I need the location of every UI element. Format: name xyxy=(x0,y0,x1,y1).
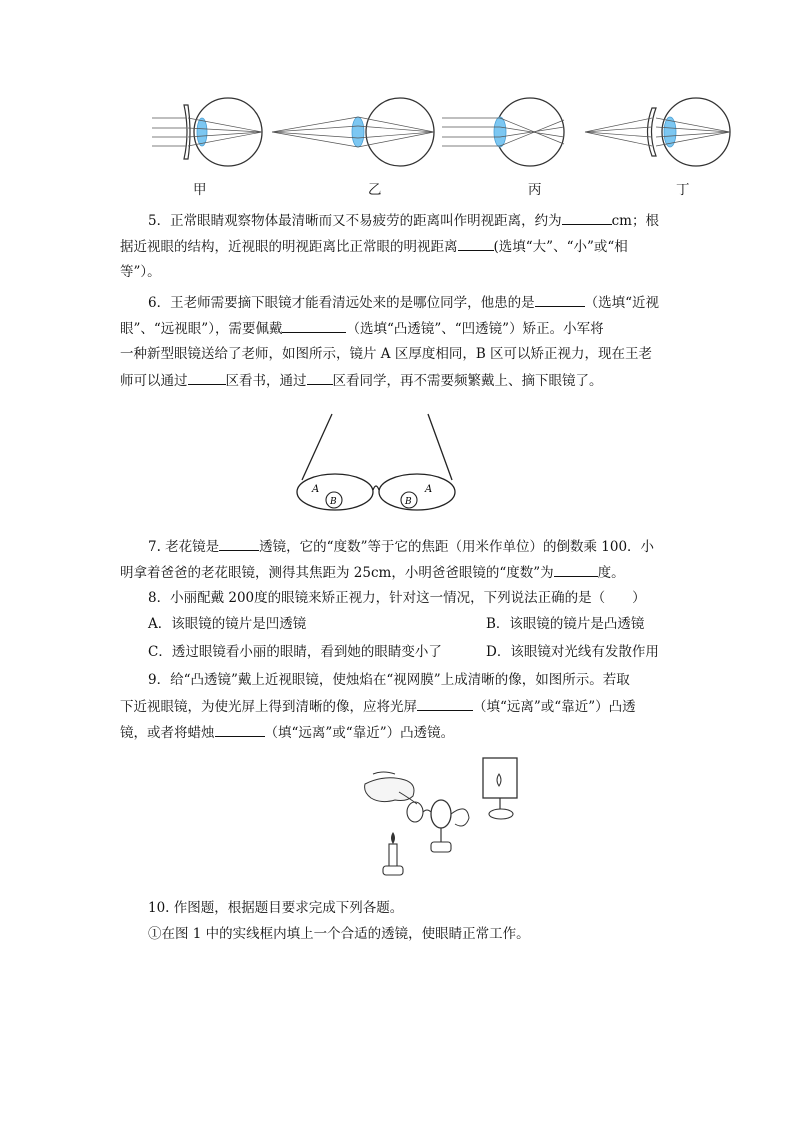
q6-blank-3[interactable] xyxy=(188,370,226,385)
q10-line-2: ①在图 1 中的实线框内填上一个合适的透镜，使眼睛正常工作。 xyxy=(148,926,530,942)
q6-line-4: 师可以通过 区看书，通过 区看同学，再不需要频繁戴上、摘下眼镜了。 xyxy=(120,370,680,391)
q7-line-2: 明拿着爸爸的老花眼镜，测得其焦距为 25cm，小明爸爸眼镜的“度数”为 度。 xyxy=(120,562,680,583)
q9-line-3: 镜，或者将蜡烛 （填“远离”或“靠近”）凸透镜。 xyxy=(120,722,680,743)
figure-label-ding: 丁 xyxy=(676,182,690,198)
q6-blank-1[interactable] xyxy=(535,292,585,307)
q9-line-2: 下近视眼镜，为使光屏上得到清晰的像，应将光屏 （填“远离”或“靠近”）凸透 xyxy=(120,696,680,717)
q6-line-2: 眼”、“远视眼”），需要佩戴 （选填“凸透镜”、“凹透镜”）矫正。小军将 xyxy=(120,318,680,339)
glasses-label-b-left: B xyxy=(330,497,337,507)
q6-line-1: 6．王老师需要摘下眼镜才能看清远处来的是哪位同学，他患的是 （选填“近视 xyxy=(148,292,708,313)
q5-line-1: 5．正常眼睛观察物体最清晰而又不易疲劳的距离叫作明视距离，约为 cm；根 xyxy=(148,210,708,231)
q9-blank-1[interactable] xyxy=(417,696,473,711)
eye-diagrams xyxy=(140,90,760,180)
q9-line-1: 9．给“凸透镜”戴上近视眼镜，使烛焰在“视网膜”上成清晰的像，如图所示。若取 xyxy=(148,672,630,688)
eye-figure-ding xyxy=(585,98,730,166)
q5-blank-2[interactable] xyxy=(458,236,494,251)
q6-blank-4[interactable] xyxy=(307,370,333,385)
q8-option-c[interactable]: C．透过眼镜看小丽的眼睛，看到她的眼睛变小了 xyxy=(148,644,442,660)
q8-stem: 8．小丽配戴 200度的眼镜来矫正视力，针对这一情况，下列说法正确的是（ ） xyxy=(148,590,646,606)
q7-line-1: 7. 老花镜是 透镜，它的“度数”等于它的焦距（用米作单位）的倒数乘 100．小 xyxy=(148,536,708,557)
figure-label-bing: 丙 xyxy=(528,182,542,198)
q8-option-a[interactable]: A．该眼镜的镜片是凹透镜 xyxy=(148,616,307,632)
q7-blank-1[interactable] xyxy=(219,536,259,551)
q5-line-2: 据近视眼的结构，近视眼的明视距离比正常眼的明视距离 (选填“大”、“小”或“相 xyxy=(120,236,680,257)
q6-blank-2[interactable] xyxy=(282,318,346,333)
bifocal-glasses-figure xyxy=(290,410,460,512)
q10-line-1: 10. 作图题，根据题目要求完成下列各题。 xyxy=(148,900,404,916)
figure-label-jia: 甲 xyxy=(193,182,207,198)
eye-figure-jia xyxy=(152,98,262,166)
glasses-label-b-right: B xyxy=(405,497,412,507)
q8-option-d[interactable]: D．该眼镜对光线有发散作用 xyxy=(486,644,659,660)
glasses-label-a-left: A xyxy=(312,484,320,495)
q8-option-b[interactable]: B．该眼镜的镜片是凸透镜 xyxy=(486,616,645,632)
glasses-label-a-right: A xyxy=(425,484,433,495)
figure-label-yi: 乙 xyxy=(368,182,382,198)
q5-line-3: 等”）。 xyxy=(120,264,161,280)
q7-blank-2[interactable] xyxy=(554,562,598,577)
eye-figure-yi xyxy=(272,98,434,166)
eye-figure-bing xyxy=(442,98,564,166)
q6-line-3: 一种新型眼镜送给了老师，如图所示，镜片 A 区厚度相同，B 区可以矫正视力，现在王老 xyxy=(120,346,653,362)
q5-blank-1[interactable] xyxy=(562,210,612,225)
candle-lens-screen-figure xyxy=(355,752,525,884)
q9-blank-2[interactable] xyxy=(215,722,265,737)
